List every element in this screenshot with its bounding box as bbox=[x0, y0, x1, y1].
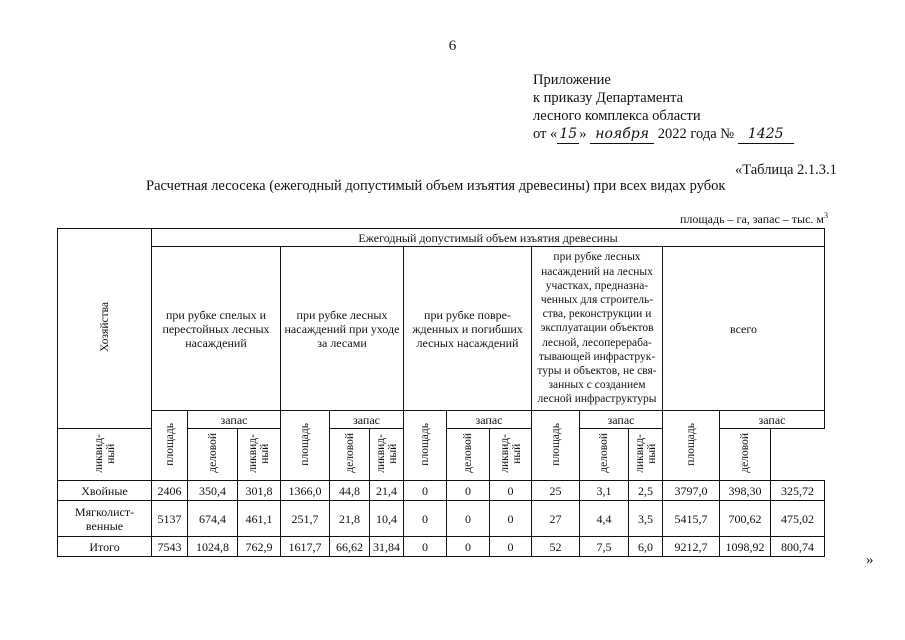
handwritten-month: ноября bbox=[590, 126, 654, 144]
group-header-care: при рубке лесных насаждений при уходе за лесами bbox=[281, 247, 404, 411]
row-header: Хозяйства bbox=[98, 302, 111, 352]
table-cell: 0 bbox=[490, 537, 532, 557]
table-cell: 325,72 bbox=[771, 481, 825, 501]
business-header-label: деловой bbox=[739, 433, 751, 473]
table-cell: 52 bbox=[532, 537, 580, 557]
area-header bbox=[404, 411, 447, 481]
liquid-header-label: ликвид- ный bbox=[633, 433, 658, 473]
business-header-label: деловой bbox=[206, 433, 219, 473]
table-cell: 5137 bbox=[152, 501, 188, 537]
table-cell: 251,7 bbox=[281, 501, 330, 537]
area-header-label: площадь bbox=[299, 422, 311, 466]
document-title: Расчетная лесосека (ежегодный допустимый объем изъятия древесины) при всех видах рубок bbox=[146, 178, 726, 194]
area-header-label: площадь bbox=[549, 422, 562, 466]
appendix-date-line bbox=[533, 126, 794, 144]
stock-header: запас bbox=[447, 411, 532, 429]
row-name: Хвойные bbox=[58, 481, 152, 501]
table-cell: 350,4 bbox=[188, 481, 238, 501]
page-number: 6 bbox=[448, 38, 457, 54]
area-header bbox=[281, 411, 330, 481]
table-cell: 2406 bbox=[152, 481, 188, 501]
liquid-header-label: ликвид- ный bbox=[498, 433, 523, 473]
handwritten-day: 15 bbox=[557, 126, 579, 144]
area-header-label: площадь bbox=[163, 422, 176, 466]
liquid-header bbox=[629, 429, 663, 481]
table-cell: 0 bbox=[404, 501, 447, 537]
forest-cut-table bbox=[57, 228, 825, 557]
table-cell: 475,02 bbox=[771, 501, 825, 537]
business-header bbox=[447, 429, 490, 481]
table-cell: 1098,92 bbox=[720, 537, 771, 557]
appendix-label: Приложение bbox=[533, 72, 611, 88]
table-cell: 0 bbox=[490, 501, 532, 537]
stock-header: запас bbox=[580, 411, 663, 429]
table-number: «Таблица 2.1.3.1 bbox=[735, 162, 837, 178]
liquid-header bbox=[238, 429, 281, 481]
table-cell: 27 bbox=[532, 501, 580, 537]
table-row bbox=[58, 481, 825, 501]
table-cell: 21,4 bbox=[370, 481, 404, 501]
business-header-label: деловой bbox=[462, 433, 474, 473]
area-header-label: площадь bbox=[419, 422, 431, 466]
area-header-label: площадь bbox=[685, 422, 697, 466]
handwritten-order-number: 1425 bbox=[738, 126, 794, 144]
group-header-mature: при рубке спелых и перестойных лесных насаждений bbox=[152, 247, 281, 411]
group-header-damaged: при рубке повре- жденных и погибших лесных насаждений bbox=[404, 247, 532, 411]
stock-header: запас bbox=[330, 411, 404, 429]
closing-quote: » bbox=[866, 552, 874, 568]
units-note bbox=[680, 211, 828, 227]
table-cell: 5415,7 bbox=[663, 501, 720, 537]
table-cell: 674,4 bbox=[188, 501, 238, 537]
table-cell: 0 bbox=[490, 481, 532, 501]
liquid-header bbox=[58, 429, 152, 481]
table-cell: 0 bbox=[447, 501, 490, 537]
liquid-header-label: ликвид- ный bbox=[247, 433, 271, 473]
table-cell: 3,5 bbox=[629, 501, 663, 537]
table-cell: 800,74 bbox=[771, 537, 825, 557]
liquid-header-label: ликвид- ный bbox=[92, 433, 117, 473]
stock-header: запас bbox=[188, 411, 281, 429]
appendix-department-line: лесного комплекса области bbox=[533, 108, 701, 124]
stock-header: запас bbox=[720, 411, 825, 429]
table-cell: 21,8 bbox=[330, 501, 370, 537]
table-row bbox=[58, 501, 825, 537]
liquid-header bbox=[370, 429, 404, 481]
business-header-label: деловой bbox=[343, 433, 356, 473]
date-prefix: от « bbox=[533, 126, 558, 142]
area-header bbox=[152, 411, 188, 481]
table-cell: 398,30 bbox=[720, 481, 771, 501]
table-cell: 762,9 bbox=[238, 537, 281, 557]
group-header-infrastructure: при рубке лесных насаждений на лесных участках, предназна- ченных для строитель- ства, реконструкции и эксплуатации объектов лесной, лесоперераба- тывающей инфраструк- туры и объектов, не свя- занных с созданием лесной инфраструктуры bbox=[532, 247, 663, 411]
group-header-total: всего bbox=[663, 247, 825, 411]
row-name: Мягколист- венные bbox=[58, 501, 152, 537]
date-mid: » bbox=[579, 126, 587, 142]
table-cell: 66,62 bbox=[330, 537, 370, 557]
row-header-cell bbox=[58, 229, 152, 429]
table-row bbox=[58, 537, 825, 557]
table-cell: 0 bbox=[447, 481, 490, 501]
row-name: Итого bbox=[58, 537, 152, 557]
table-cell: 3,1 bbox=[580, 481, 629, 501]
business-header bbox=[330, 429, 370, 481]
table-cell: 10,4 bbox=[370, 501, 404, 537]
liquid-header-label: ликвид- ный bbox=[374, 433, 399, 473]
table-cell: 9212,7 bbox=[663, 537, 720, 557]
appendix-order-line: к приказу Департамента bbox=[533, 90, 684, 106]
business-header bbox=[188, 429, 238, 481]
units-text: площадь – га, запас – тыс. м bbox=[680, 212, 825, 226]
table-cell: 1617,7 bbox=[281, 537, 330, 557]
top-header: Ежегодный допустимый объем изъятия древесины bbox=[152, 229, 825, 247]
table-cell: 3797,0 bbox=[663, 481, 720, 501]
table-cell: 6,0 bbox=[629, 537, 663, 557]
business-header-label: деловой bbox=[598, 433, 610, 473]
liquid-header bbox=[490, 429, 532, 481]
business-header bbox=[580, 429, 629, 481]
table-cell: 700,62 bbox=[720, 501, 771, 537]
table-cell: 461,1 bbox=[238, 501, 281, 537]
units-superscript: 3 bbox=[824, 211, 829, 220]
table-cell: 31,84 bbox=[370, 537, 404, 557]
table-cell: 301,8 bbox=[238, 481, 281, 501]
table-cell: 0 bbox=[404, 481, 447, 501]
date-suffix: 2022 года № bbox=[657, 126, 735, 142]
table-cell: 7,5 bbox=[580, 537, 629, 557]
table-cell: 0 bbox=[404, 537, 447, 557]
table-cell: 25 bbox=[532, 481, 580, 501]
table-cell: 0 bbox=[447, 537, 490, 557]
table-cell: 1366,0 bbox=[281, 481, 330, 501]
business-header bbox=[720, 429, 771, 481]
table-cell: 2,5 bbox=[629, 481, 663, 501]
area-header bbox=[532, 411, 580, 481]
table-cell: 1024,8 bbox=[188, 537, 238, 557]
table-cell: 4,4 bbox=[580, 501, 629, 537]
table-cell: 44,8 bbox=[330, 481, 370, 501]
area-header bbox=[663, 411, 720, 481]
table-cell: 7543 bbox=[152, 537, 188, 557]
